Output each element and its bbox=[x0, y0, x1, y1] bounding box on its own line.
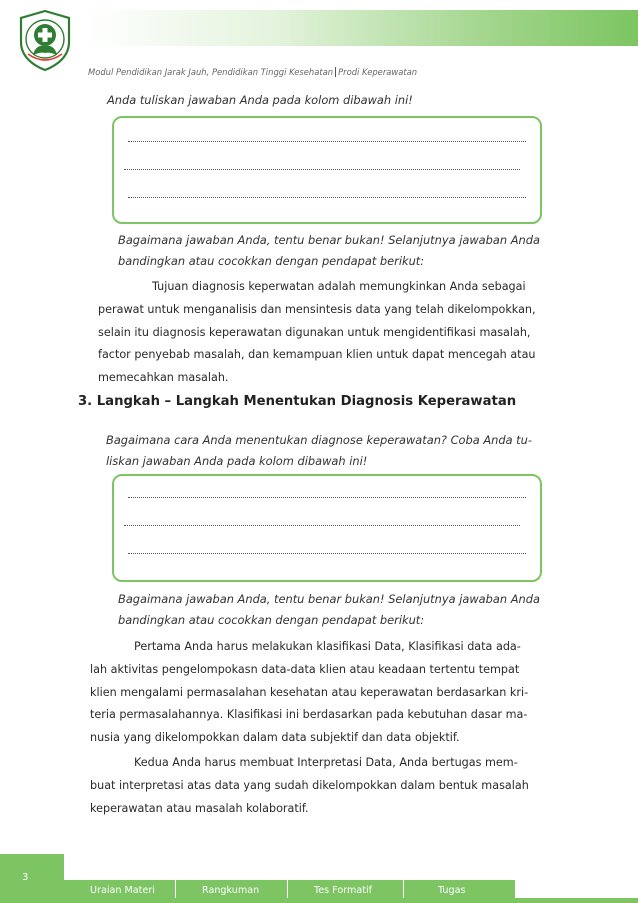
answer-line bbox=[124, 168, 520, 170]
paragraph-line: lah aktivitas pengelompokasn data-data klien atau keadaan tertentu tempat bbox=[90, 663, 520, 676]
answer-line bbox=[128, 552, 526, 554]
page-number: 3 bbox=[22, 872, 29, 883]
feedback-line: bandingkan atau cocokkan dengan pendapat berikut: bbox=[118, 613, 425, 627]
paragraph-line: nusia yang dikelompokkan dalam data subjektif dan data objektif. bbox=[90, 731, 460, 744]
header-caption bbox=[88, 67, 417, 77]
paragraph-line: keperawatan atau masalah kolaboratif. bbox=[90, 802, 309, 815]
header-separator bbox=[335, 67, 336, 77]
answer-box-1[interactable] bbox=[112, 116, 542, 224]
section-title: 3. Langkah – Langkah Menentukan Diagnosis Keperawatan bbox=[78, 394, 517, 409]
instruction-text: Anda tuliskan jawaban Anda pada kolom dibawah ini! bbox=[107, 93, 413, 107]
paragraph-line: buat interpretasi atas data yang sudah dikelompokkan dalam bentuk masalah bbox=[90, 779, 529, 792]
answer-box-2[interactable] bbox=[112, 474, 542, 582]
paragraph-line: selain itu diagnosis keperawatan digunakan untuk mengidentifikasi masalah, bbox=[98, 326, 531, 339]
paragraph-line: memecahkan masalah. bbox=[98, 371, 229, 384]
paragraph-line: Tujuan diagnosis keperwatan adalah memungkinkan Anda sebagai bbox=[152, 280, 526, 293]
paragraph-line: teria permasalahannya. Klasifikasi ini berdasarkan pada kebutuhan dasar ma- bbox=[90, 708, 528, 721]
tab-rangkuman[interactable]: Rangkuman bbox=[176, 880, 287, 902]
paragraph-line: klien mengalami permasalahan kesehatan atau keperawatan berdasarkan kri- bbox=[90, 686, 529, 699]
header-gradient-bar bbox=[84, 10, 638, 46]
answer-line bbox=[128, 140, 526, 142]
paragraph-line: Pertama Anda harus melakukan klasifikasi Data, Klasifikasi data ada- bbox=[134, 640, 521, 653]
paragraph-line: Kedua Anda harus membuat Interpretasi Data, Anda bertugas mem- bbox=[134, 756, 518, 769]
answer-line bbox=[128, 496, 526, 498]
paragraph-line: perawat untuk menganalisis dan mensintesis data yang telah dikelompokkan, bbox=[98, 303, 536, 316]
header-module-text: Modul Pendidikan Jarak Jauh, Pendidikan Tinggi Kesehatan bbox=[88, 67, 334, 77]
tab-tugas[interactable]: Tugas bbox=[404, 880, 515, 902]
answer-line bbox=[128, 196, 526, 198]
feedback-line: Bagaimana jawaban Anda, tentu benar bukan! Selanjutnya jawaban Anda bbox=[118, 592, 540, 606]
feedback-line: bandingkan atau cocokkan dengan pendapat berikut: bbox=[118, 254, 425, 268]
question-line: Bagaimana cara Anda menentukan diagnose keperawatan? Coba Anda tu- bbox=[106, 433, 532, 447]
kemenkes-logo bbox=[16, 8, 74, 72]
header-prodi-text: Prodi Keperawatan bbox=[338, 67, 418, 77]
answer-line bbox=[124, 524, 520, 526]
page-number-tab bbox=[0, 854, 64, 903]
question-line: liskan jawaban Anda pada kolom dibawah ini! bbox=[106, 454, 368, 468]
tab-uraian-materi[interactable]: Uraian Materi bbox=[64, 880, 175, 902]
tab-tes-formatif[interactable]: Tes Formatif bbox=[288, 880, 403, 902]
feedback-line: Bagaimana jawaban Anda, tentu benar bukan! Selanjutnya jawaban Anda bbox=[118, 233, 540, 247]
paragraph-line: factor penyebab masalah, dan kemampuan klien untuk dapat mencegah atau bbox=[98, 348, 536, 361]
